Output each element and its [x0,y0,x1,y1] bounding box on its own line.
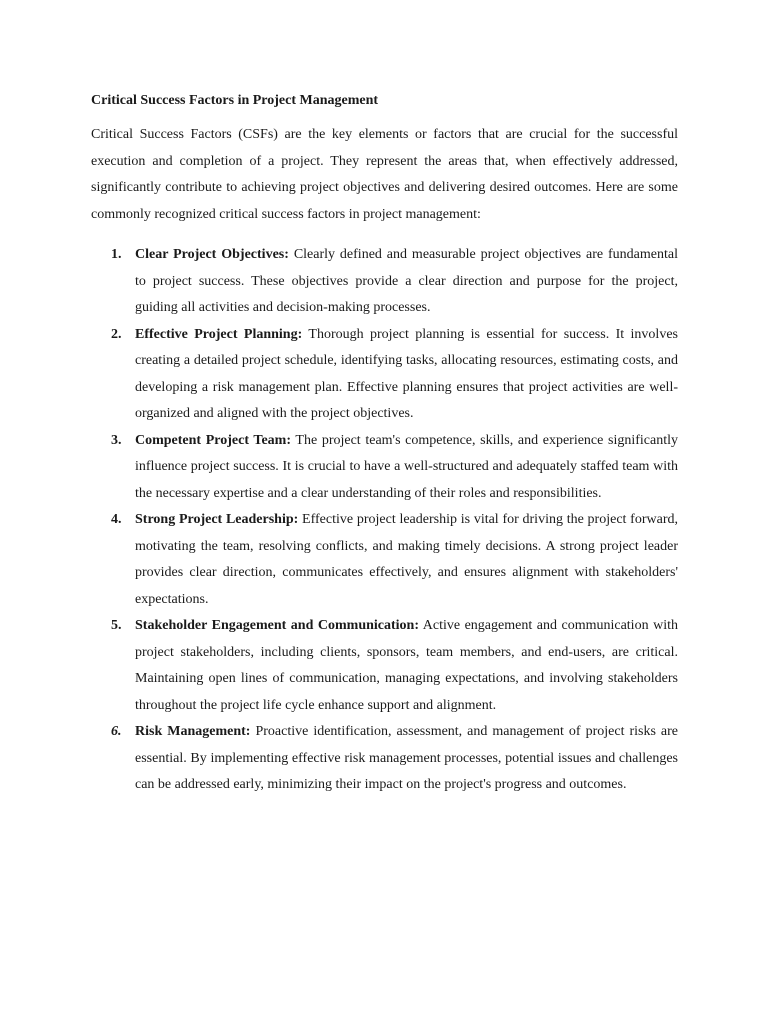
list-number: 2. [111,326,122,342]
list-number: 3. [111,432,122,448]
list-number: 6. [111,724,122,739]
list-item [91,428,678,508]
factor-text: Active engagement and communication with project stakeholders, including clients, sponsors, team members, and end-users, are critical. Maintaining open lines of communication, managing expectations, and involving stakeholders throughout the project life cycle enhance support and alignment. [135,618,678,713]
list-item [91,613,678,719]
factor-heading: Risk Management: [135,724,251,739]
factor-text: Thorough project planning is essential for success. It involves creating a detailed project schedule, identifying tasks, allocating resources, estimating costs, and developing a risk management plan. Effective planning ensures that project activities are well-organized and aligned with the project objectives. [135,326,678,421]
success-factors-list [91,242,678,799]
factor-text: The project team's competence, skills, and experience significantly influence project success. It is crucial to have a well-structured and adequately staffed team with the necessary expertise and a clear understanding of their roles and responsibilities. [135,432,678,501]
factor-heading: Strong Project Leadership: [135,512,299,527]
list-item [91,719,678,799]
document-title: Critical Success Factors in Project Management [91,93,379,108]
list-item [91,242,678,322]
factor-heading: Stakeholder Engagement and Communication: [135,618,419,633]
list-item [91,507,678,613]
factor-heading: Competent Project Team: [135,432,291,448]
list-number: 4. [111,512,122,527]
factor-text: Effective project leadership is vital for driving the project forward, motivating the team, resolving conflicts, and making timely decisions. A strong project leader provides clear direction, communicates effectively, and ensures alignment with stakeholders' expectations. [135,512,678,607]
intro-paragraph: Critical Success Factors (CSFs) are the key elements or factors that are crucial for the successful execution and completion of a project. They represent the areas that, when effectively addressed, significantly contribute to achieving project objectives and delivering desired outcomes. Here are some commonly recognized critical success factors in project management: [91,127,678,222]
list-number: 1. [111,247,122,262]
factor-heading: Effective Project Planning: [135,326,303,342]
factor-text: Clearly defined and measurable project objectives are fundamental to project success. These objectives provide a clear direction and purpose for the project, guiding all activities and decision-making processes. [135,247,678,315]
factor-text: Proactive identification, assessment, and management of project risks are essential. By implementing effective risk management processes, potential issues and challenges can be addressed early, minimizing their impact on the project's progress and outcomes. [135,724,678,792]
list-item [91,322,678,428]
factor-heading: Clear Project Objectives: [135,247,289,262]
document-page [91,88,678,799]
list-number: 5. [111,618,122,633]
